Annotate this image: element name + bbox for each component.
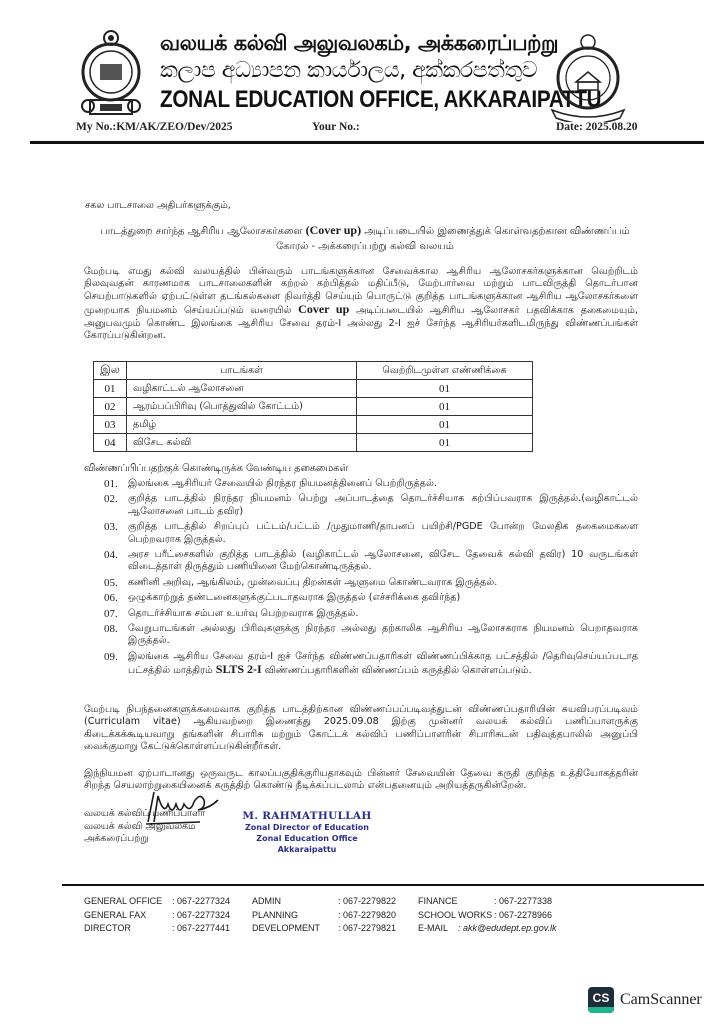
column-header-subjects: பாடங்கள் xyxy=(127,362,357,380)
signatory-block xyxy=(84,808,205,846)
letter-subject: பாடத்துறை சார்ந்த ஆசிரிய ஆலோசகர்களை (Cover up) அடிப்படையில் இணைத்துக் கொள்வதற்கான விண்ணப்பம் கோரல் - அக்கரைப்பற்று கல்வி வலயம் xyxy=(100,223,630,252)
contact-row: GENERAL FAX : 067-2277324 PLANNING : 067-2279820 SCHOOL WORKS : 067-2278966 xyxy=(84,909,553,920)
official-stamp xyxy=(232,810,382,855)
contact-directory xyxy=(84,896,684,937)
stamp-name: M. RAHMATHULLAH xyxy=(242,810,372,822)
contact-row: DIRECTOR : 067-2277441 DEVELOPMENT : 067-2279821 E-MAIL : akk@edudept.ep.gov.lk xyxy=(84,923,557,933)
letter-date: Date: 2025.08.20 xyxy=(556,121,638,133)
qualifications-heading: விண்ணப்பிப்பதற்குக் கொண்டிருக்க வேண்டிய தகைமைகள் xyxy=(84,463,349,474)
stamp-office: Zonal Education Office xyxy=(256,834,358,843)
list-item: 03. குறித்த பாடத்தில் சிறப்புப் பட்டம்/பட்டம் /முதுமாணி/தாபனப் பயிற்சி/PGDE போன்ற மேலதிக தகைமைகளை பெற்றவராக இருத்தல். xyxy=(104,521,638,545)
appointment-note-paragraph: இந்நியமன ஏற்பாடானது ஒருவருட காலப்பகுதிக்குரியதாகவும் பின்னர் சேவையின் தேவை கருதி குறித்த உத்தியோகத்தரின் சிறந்த செயலாற்றுகையினைக் கருத்திற் கொண்டு நீடிக்கப்படலாம் என்பதனையும் அறியத்தருகின்றேன். xyxy=(84,768,638,792)
salutation: சகல பாடசாலை அதிபர்களுக்கும், xyxy=(85,200,231,211)
column-header-number: இல xyxy=(94,362,127,380)
list-item: 08. வேறுபாடங்கள் அல்லது பிரிவுகளுக்கு நிரந்தர அல்லது தற்காலிக ஆசிரிய ஆலோசகராக நியமனம் பெறாதவராக இருத்தல். xyxy=(104,623,638,647)
column-header-vacancies: வெற்றிடமுள்ள எண்ணிக்கை xyxy=(357,362,533,380)
zonal-education-crest-icon xyxy=(548,32,628,122)
qualifications-list xyxy=(104,478,638,681)
camscanner-logo-icon: CS xyxy=(588,987,614,1013)
intro-paragraph: மேற்படி எமது கல்வி வலயத்தில் பின்வரும் பாடங்களுக்கான சேவைக்கால ஆசிரிய ஆலோசகர்களுக்கான வெற்றிடம் நிலவுவதன் காரணமாக பாடசாலைகளின் கற்றல் கற்பித்தல் மதிப்பீடு, மேற்பார்வை மற்றும் பாடவிருத்தி தொடர்பான செயற்பாடுகளில் ஏற்பட்டுள்ள தடங்கல்களை நிவர்த்தி செய்யும் பொருட்டு குறித்த பாடங்களுக்கான ஆசிரிய ஆலோசகர்களை முறையாக நியமனம் செய்யப்படும் வரையில் Cover up அடிப்படையில் ஆசிரிய ஆலோசகர் பதவிக்காக தகைமையும், அனுபவமும் கொண்ட இலங்கை ஆசிரிய சேவை தரம்-I அல்லது 2-I ஐச் சேர்ந்த ஆசிரியர்களிடமிருந்து விண்ணப்பங்கள் கோரப்படுகின்றன. xyxy=(84,266,638,342)
signatory-office: வலயக் கல்வி அலுவலகம் xyxy=(84,820,196,832)
submission-paragraph: மேற்படி நிபந்தனைகளுக்கமைவாக குறித்த பாடத்திற்கான விண்ணப்பப்படிவத்துடன் விண்ணப்பதாரியின் சுயவிபரப்படிவம் (Curriculam vitae) ஆகியவற்றை இணைத்து 2025.09.08 இற்கு முன்னர் வலயக் கல்விப் பணிப்பாளருக்கு கிடைக்கக்கூடியவாறு தங்களின் சிபாரிசு மற்றும் கோட்டக் கல்விப் பணிப்பாளரின் சிபாரிசுடன் பதிவுத்தபாலில் அனுப்பி வைக்குமாறு கேட்டுக்கொள்ளப்படுகின்றீர்கள். xyxy=(84,704,638,753)
table-row: 04 விசேட கல்வி 01 xyxy=(94,434,533,452)
header-divider xyxy=(30,141,704,144)
vacancy-table xyxy=(93,361,533,452)
letterhead xyxy=(0,0,724,150)
list-item: 01. இலங்கை ஆசிரியர் சேவையில் நிரந்தர நியமனத்தினைப் பெற்றிருத்தல். xyxy=(104,478,438,490)
signatory-place: அக்கரைப்பற்று xyxy=(84,833,149,844)
list-item: 04. அரச பரீட்சைகளில் குறித்த பாடத்தில் (வழிகாட்டல் ஆலோசனை, விசேட தேவைக் கல்வி தவிர) 10 வருடங்கள் விடைத்தாள் திருத்தும் பணியினை மேற்கொண்டிருத்தல். xyxy=(104,549,638,573)
contact-row: GENERAL OFFICE : 067-2277324 ADMIN : 067-2279822 FINANCE : 067-2277338 xyxy=(84,896,553,906)
stamp-place: Akkaraipattu xyxy=(277,845,337,854)
camscanner-label: CamScanner xyxy=(620,991,702,1008)
table-row: 03 தமிழ் 01 xyxy=(94,416,533,434)
my-reference-number: My No.:KM/AK/ZEO/Dev/2025 xyxy=(76,121,233,133)
list-item: 06. ஒழுக்காற்றுத் தண்டனைகளுக்குட்படாதவராக இருத்தல் (எச்சரிக்கை தவிர்ந்த) xyxy=(104,592,461,605)
list-item: 09. இலங்கை ஆசிரிய சேவை தரம்-I ஐச் சேர்ந்த விண்ணப்பதாரிகள் விண்ணப்பிக்காத பட்சத்தில் /தெரிவுசெய்யப்படாத பட்சத்தில் மாத்திரம் SLTS 2-I விண்ணப்பதாரிகளின் விண்ணப்பம் கருத்தில் கொள்ளப்படும். xyxy=(104,650,638,677)
list-item: 05. கணினி அறிவு, ஆங்கிலம், முன்வைப்பு திறன்கள் ஆளுமை கொண்டவராக இருத்தல். xyxy=(104,576,498,589)
office-title-english: ZONAL EDUCATION OFFICE, AKKARAIPATTU xyxy=(160,86,602,113)
stamp-title: Zonal Director of Education xyxy=(244,823,369,832)
office-title-sinhala: කලාප අධ්‍යාපන කාර්යාලය, අක්කරපත්තුව xyxy=(160,58,538,83)
sri-lanka-emblem-icon xyxy=(78,28,144,118)
table-header-row xyxy=(94,362,533,380)
list-item: 07. தொடர்ச்சியாக சம்பள உயர்வு பெற்றவராக இருத்தல். xyxy=(104,607,359,620)
footer-divider xyxy=(62,884,704,886)
your-reference-number: Your No.: xyxy=(312,121,360,133)
office-title-tamil: வலயக் கல்வி அலுவலகம், அக்கரைப்பற்று xyxy=(160,31,558,55)
signatory-title: வலயக் கல்விப் பணிப்பாளர் xyxy=(84,808,206,819)
table-row: 02 ஆரம்பப்பிரிவு (பொத்துவில் கோட்டம்) 01 xyxy=(94,398,533,416)
camscanner-watermark xyxy=(588,986,702,1014)
table-row: 01 வழிகாட்டல் ஆலோசனை 01 xyxy=(94,380,533,398)
list-item: 02. குறித்த பாடத்தில் நிரந்தர நியமனம் பெற்று அப்பாடத்தை தொடர்ச்சியாக கற்பிப்பவராக இருத்தல்.(வழிகாட்டல் ஆலோசனை பாடம் தவிர) xyxy=(104,493,638,517)
email-address: : akk@edudept.ep.gov.lk xyxy=(458,923,557,933)
